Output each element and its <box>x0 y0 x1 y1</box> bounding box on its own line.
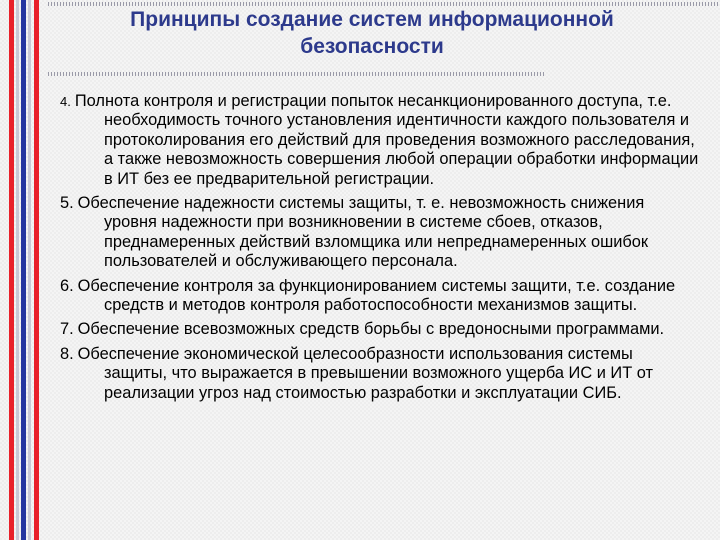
stripe-blue <box>21 0 26 540</box>
slide-title <box>62 6 682 60</box>
item-number: 7. <box>60 320 74 339</box>
item-number: 5. <box>60 194 74 213</box>
stripe-red-left <box>9 0 14 540</box>
item-text: Полнота контроля и регистрации попыток несанкционированного доступа, т.е. необходимость точного установления идентичности каждого пользователя и протоколирования его действий для проведения возможного расследования, а также невозможность совершения любой операции обработки информации в ИТ без ее предварительной регистрации. <box>74 92 699 188</box>
item-text: Обеспечение экономической целесообразности использования системы защиты, что выражается в превышении возможного ущерба ИС и ИТ от реализации угроз над стоимостью разработки и эксплуатации СИБ. <box>77 344 654 402</box>
item-text: Обеспечение всевозможных средств борьбы с вредоносными программами. <box>77 320 665 339</box>
stripe-red-right <box>34 0 39 540</box>
list-item <box>60 320 700 339</box>
list-item <box>60 345 700 403</box>
list-item <box>60 92 700 189</box>
slide-title-line-1: Принципы создание систем информационной <box>130 8 614 31</box>
stripe-light-right <box>28 0 31 540</box>
item-text: Обеспечение надежности системы защиты, т. е. невозможность снижения уровня надежности при возникновении в системе сбоев, отказов, преднамеренных действий взломщика или непреднамеренных ошибок пользователей и обслуживающего персонала. <box>77 194 649 271</box>
item-text: Обеспечение контроля за функционированием системы защити, т.е. создание средств и методов контроля работоспособности механизмов защиты. <box>77 276 676 315</box>
item-number: 8. <box>60 344 74 363</box>
stripe-light-left <box>16 0 19 540</box>
title-underline-hatch <box>48 72 546 76</box>
item-number: 6. <box>60 276 74 295</box>
list-item <box>60 277 700 316</box>
slide-title-line-2: безопасности <box>300 35 444 58</box>
item-number: 4. <box>60 94 71 109</box>
list-item <box>60 194 700 272</box>
slide-content <box>60 92 700 408</box>
